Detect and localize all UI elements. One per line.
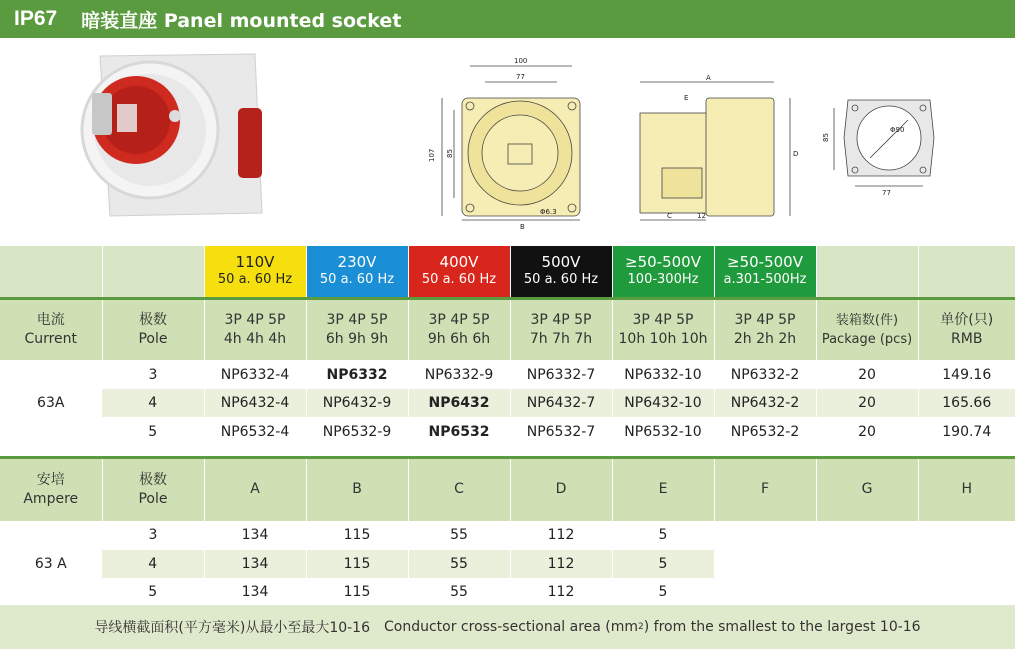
dim-label-c: C (667, 212, 672, 220)
voltage-110v: 110V 50 a. 60 Hz (204, 246, 306, 298)
dim-cell: 112 (510, 578, 612, 607)
dim-cell (918, 550, 1015, 578)
dim-cell (714, 578, 816, 607)
dim-header-f: F (714, 458, 816, 521)
model-cell: NP6332-7 (510, 360, 612, 389)
blank-cell (102, 246, 204, 298)
current-cell: 63A (0, 360, 102, 446)
voltage-500v: 500V 50 a. 60 Hz (510, 246, 612, 298)
pole-cell: 3 (102, 521, 204, 550)
pole-cell: 5 (102, 578, 204, 607)
footer-en-pre: Conductor cross-sectional area (mm (384, 619, 639, 635)
pole-header: 极数 Pole (102, 458, 204, 521)
model-cell: NP6332-10 (612, 360, 714, 389)
dim-cell (918, 578, 1015, 607)
dim-cell: 115 (306, 578, 408, 607)
dim-cell (816, 550, 918, 578)
table-row (0, 417, 1015, 446)
dim-cell: 112 (510, 521, 612, 550)
model-table (0, 246, 1015, 446)
hours-header: 3P 4P 5P 6h 9h 9h (306, 298, 408, 360)
model-cell: NP6532-4 (204, 417, 306, 446)
package-cell: 20 (816, 417, 918, 446)
price-cell: 190.74 (918, 417, 1015, 446)
dim-header-d: D (510, 458, 612, 521)
table-row (0, 360, 1015, 389)
page-title: 暗装直座 Panel mounted socket (81, 9, 402, 32)
price-cell: 165.66 (918, 389, 1015, 417)
table-row (0, 389, 1015, 417)
dim-label-hole: Φ6.3 (540, 208, 557, 216)
model-cell: NP6432-2 (714, 389, 816, 417)
pole-cell: 3 (102, 360, 204, 389)
dim-cell (918, 521, 1015, 550)
dim-cell: 5 (612, 550, 714, 578)
table-row (0, 521, 1015, 550)
hours-header: 3P 4P 5P 9h 6h 6h (408, 298, 510, 360)
blank-cell (918, 246, 1015, 298)
dim-cell: 5 (612, 521, 714, 550)
panel-dim-77: 77 (882, 189, 891, 197)
dim-cell: 134 (204, 521, 306, 550)
dim-label-107: 107 (428, 148, 436, 162)
dim-cell: 5 (612, 578, 714, 607)
dim-header-c: C (408, 458, 510, 521)
dim-label-d: D (793, 150, 799, 158)
dim-label-77: 77 (516, 73, 525, 81)
model-cell: NP6332-2 (714, 360, 816, 389)
dim-cell (816, 578, 918, 607)
model-cell: NP6532-9 (306, 417, 408, 446)
blank-cell (0, 246, 102, 298)
ip-rating: IP67 (14, 7, 58, 30)
dim-cell (714, 550, 816, 578)
package-cell: 20 (816, 360, 918, 389)
dim-header-e: E (612, 458, 714, 521)
panel-dim-diameter: Φ90 (890, 126, 905, 134)
package-cell: 20 (816, 389, 918, 417)
panel-cutout-drawing (834, 100, 934, 186)
voltage-50-500v-a: ≥50-500V 100-300Hz (612, 246, 714, 298)
dim-cell: 115 (306, 550, 408, 578)
pole-header: 极数 Pole (102, 298, 204, 360)
pole-cell: 4 (102, 550, 204, 578)
table2-header-row (0, 458, 1015, 521)
voltage-400v: 400V 50 a. 60 Hz (408, 246, 510, 298)
model-cell: NP6432-9 (306, 389, 408, 417)
title-bar (0, 0, 1015, 38)
footer-en-post: ) from the smallest to the largest 10-16 (643, 619, 921, 635)
hours-header: 3P 4P 5P 4h 4h 4h (204, 298, 306, 360)
price-header: 单价(只) RMB (918, 298, 1015, 360)
model-cell: NP6332-4 (204, 360, 306, 389)
panel-dim-85: 85 (822, 133, 830, 142)
package-header: 装箱数(件) Package (pcs) (816, 298, 918, 360)
voltage-row (0, 246, 1015, 298)
dim-header-h: H (918, 458, 1015, 521)
voltage-230v: 230V 50 a. 60 Hz (306, 246, 408, 298)
dim-label-85: 85 (446, 149, 454, 158)
dim-label-b: B (520, 223, 525, 231)
product-images (0, 38, 1015, 246)
dim-cell: 55 (408, 578, 510, 607)
price-cell: 149.16 (918, 360, 1015, 389)
hours-header: 3P 4P 5P 7h 7h 7h (510, 298, 612, 360)
pole-cell: 5 (102, 417, 204, 446)
hours-header: 3P 4P 5P 10h 10h 10h (612, 298, 714, 360)
dim-cell: 134 (204, 550, 306, 578)
pole-cell: 4 (102, 389, 204, 417)
ampere-header: 安培 Ampere (0, 458, 102, 521)
footer-sup: 2 (638, 622, 644, 632)
model-cell: NP6432-7 (510, 389, 612, 417)
dim-cell: 112 (510, 550, 612, 578)
footer-note (0, 605, 1015, 649)
voltage-50-500v-b: ≥50-500V a.301-500Hz (714, 246, 816, 298)
table1-header-row (0, 298, 1015, 360)
model-cell: NP6432 (408, 389, 510, 417)
dim-cell: 115 (306, 521, 408, 550)
dim-cell (714, 521, 816, 550)
dim-cell: 55 (408, 521, 510, 550)
model-cell: NP6532 (408, 417, 510, 446)
dim-label-e: E (684, 94, 689, 102)
dim-header-b: B (306, 458, 408, 521)
dim-cell (816, 521, 918, 550)
ampere-cell: 63 A (0, 521, 102, 607)
dim-label-100: 100 (514, 57, 528, 65)
socket-photo (82, 54, 262, 216)
current-header: 电流 Current (0, 298, 102, 360)
model-cell: NP6332-9 (408, 360, 510, 389)
model-cell: NP6332 (306, 360, 408, 389)
model-cell: NP6532-2 (714, 417, 816, 446)
model-cell: NP6532-7 (510, 417, 612, 446)
side-view-drawing (640, 82, 790, 220)
dim-label-a: A (706, 74, 711, 82)
dim-cell: 134 (204, 578, 306, 607)
dim-label-12: 12 (697, 212, 706, 220)
model-cell: NP6432-10 (612, 389, 714, 417)
table-row (0, 550, 1015, 578)
dim-header-g: G (816, 458, 918, 521)
hours-header: 3P 4P 5P 2h 2h 2h (714, 298, 816, 360)
footer-cn: 导线横截面积(平方毫米)从最小至最大10-16 (94, 620, 370, 636)
table-row (0, 578, 1015, 607)
dim-header-a: A (204, 458, 306, 521)
front-view-drawing (442, 66, 580, 220)
blank-cell (816, 246, 918, 298)
dim-cell: 55 (408, 550, 510, 578)
dimension-table (0, 456, 1015, 607)
model-cell: NP6532-10 (612, 417, 714, 446)
model-cell: NP6432-4 (204, 389, 306, 417)
